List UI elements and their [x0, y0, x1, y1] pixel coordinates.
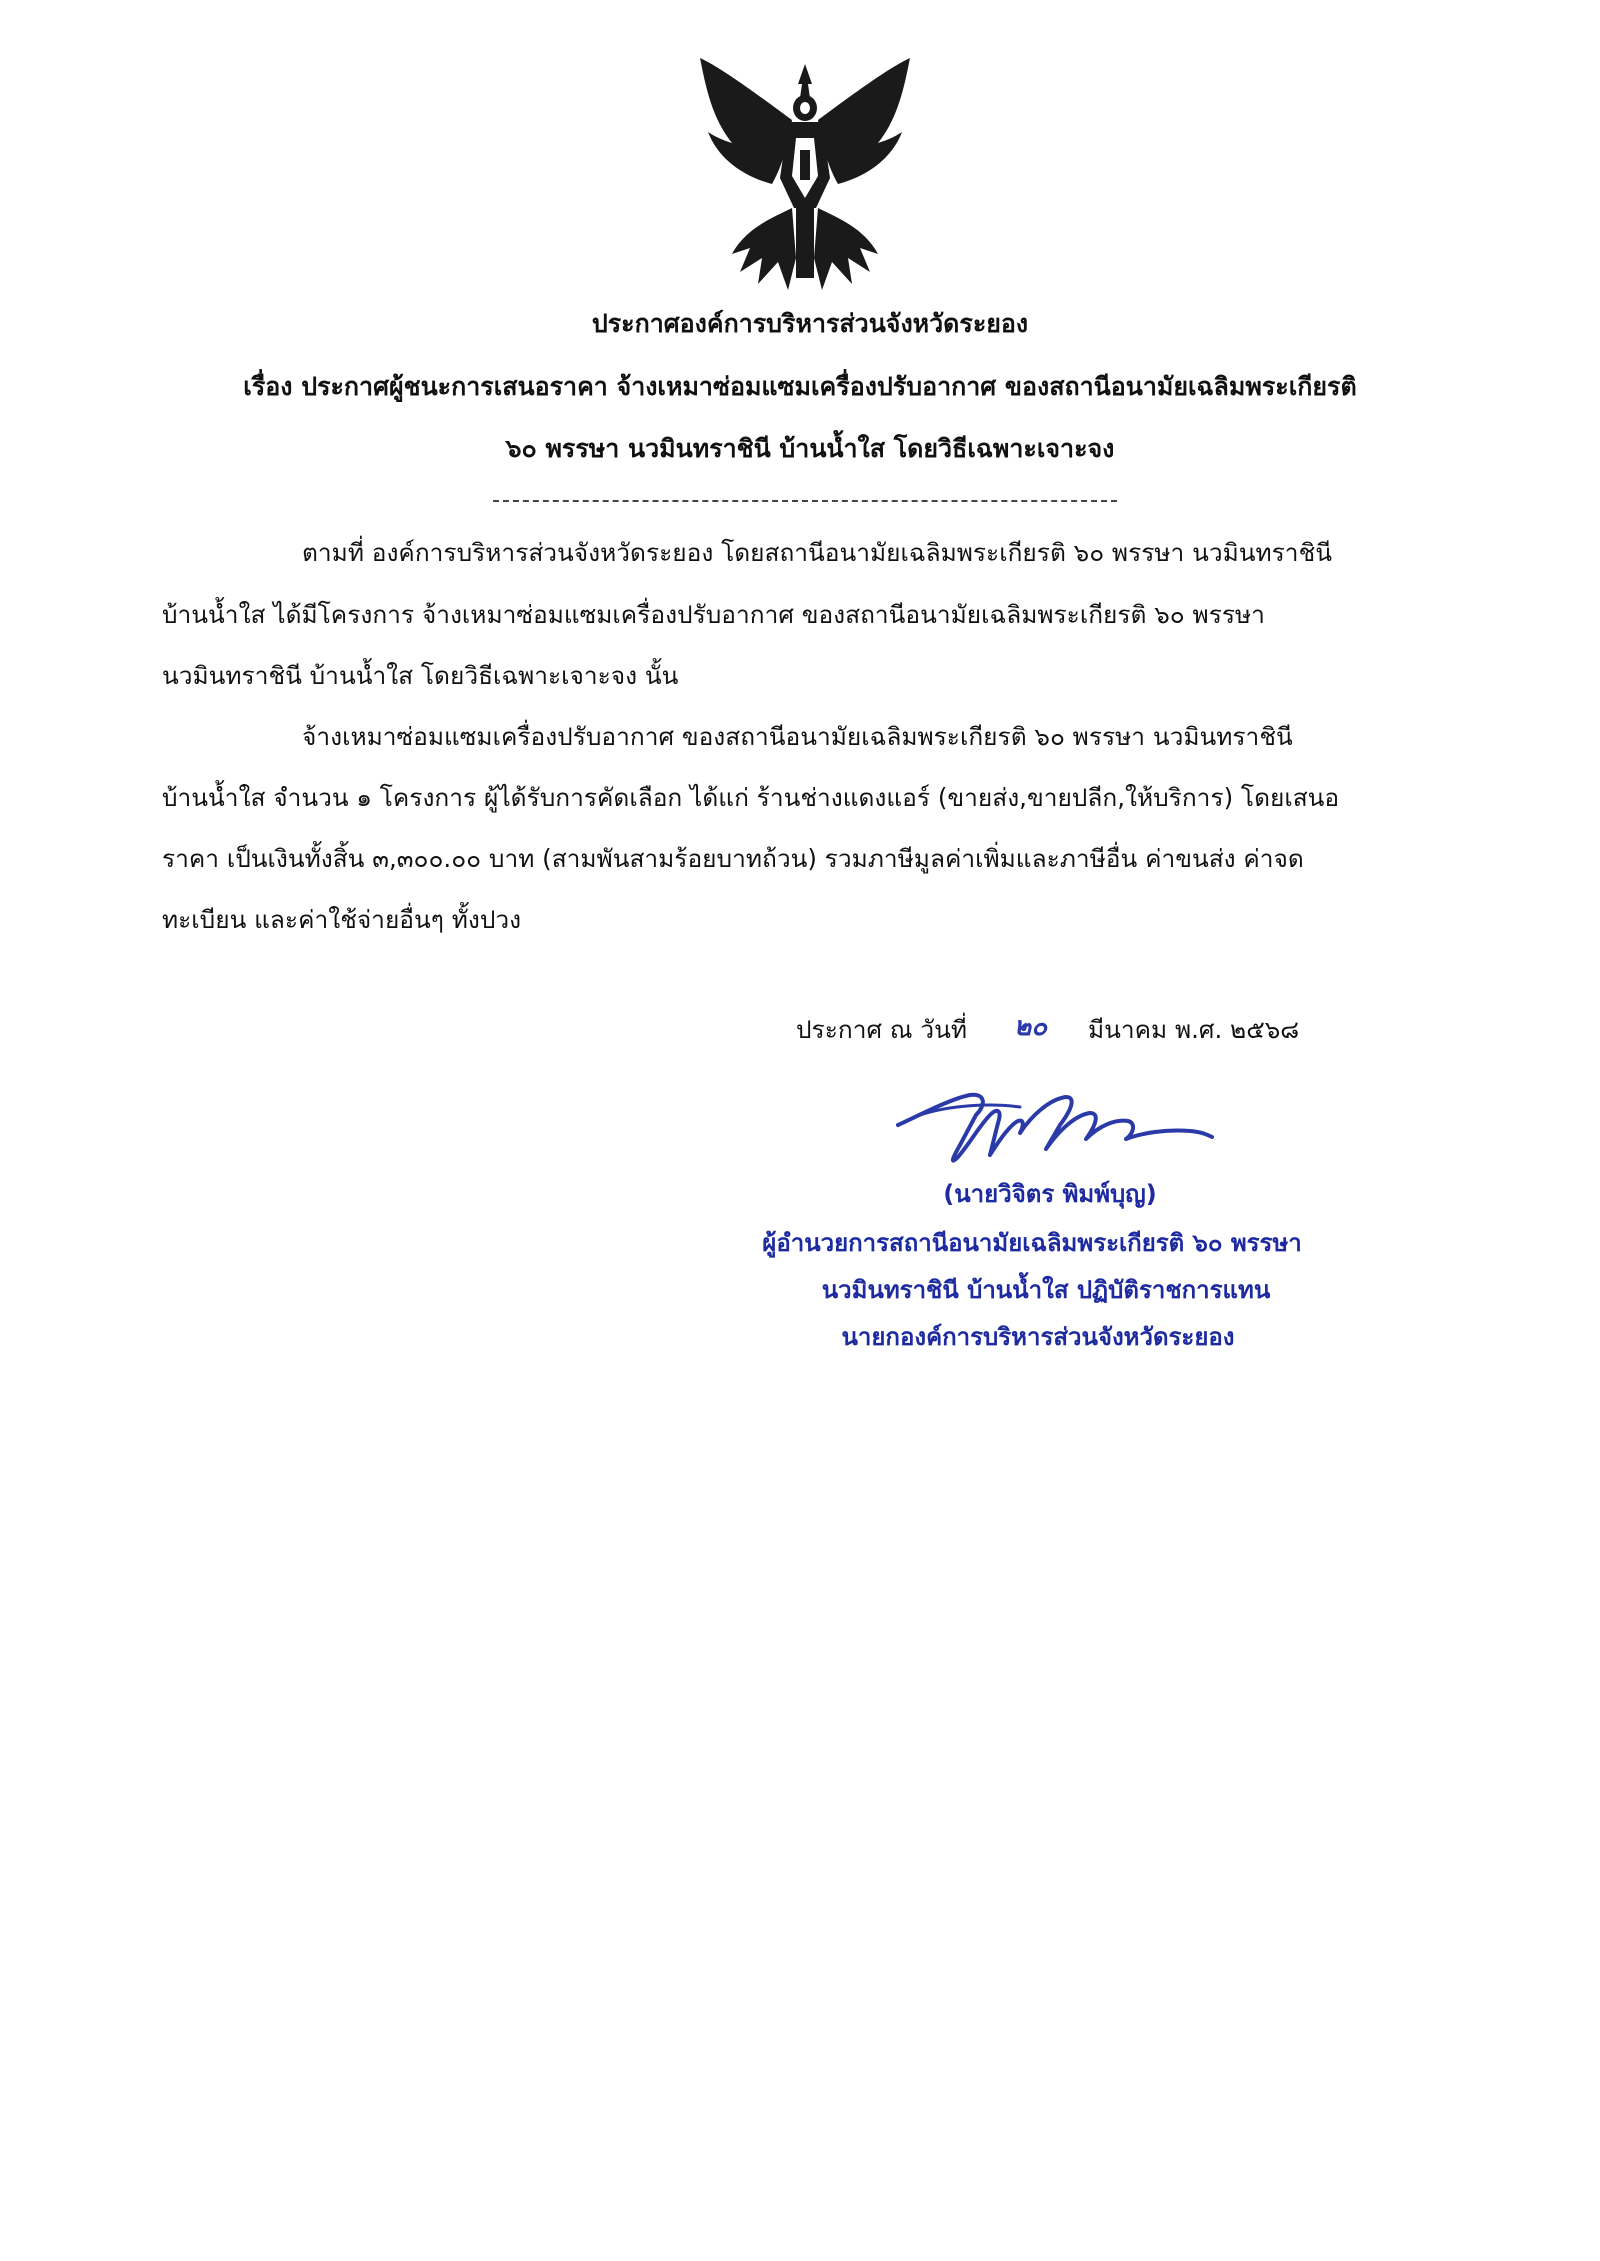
paragraph-2-line: บ้านน้ำใส จำนวน ๑ โครงการ ผู้ได้รับการคัดเลือก ได้แก่ ร้านช่างแดงแอร์ (ขายส่ง,ขายปลีก,ให้บริการ) โดยเสนอ [162, 783, 1340, 812]
signatory-position: นายกองค์การบริหารส่วนจังหวัดระยอง [841, 1323, 1235, 1351]
signatory-name: (นายวิจิตร พิมพ์บุญ) [943, 1180, 1157, 1208]
paragraph-2-line: ทะเบียน และค่าใช้จ่ายอื่นๆ ทั้งปวง [162, 905, 522, 934]
signatory-position: ผู้อำนวยการสถานีอนามัยเฉลิมพระเกียรติ ๖๐ พรรษา [762, 1229, 1302, 1257]
paragraph-1-line: นวมินทราชินี บ้านน้ำใส โดยวิธีเฉพาะเจาะจง นั้น [162, 661, 679, 690]
announcement-title: ประกาศองค์การบริหารส่วนจังหวัดระยอง [591, 309, 1029, 338]
paragraph-1-line: ตามที่ องค์การบริหารส่วนจังหวัดระยอง โดยสถานีอนามัยเฉลิมพระเกียรติ ๖๐ พรรษา นวมินทราชินี [302, 538, 1332, 567]
garuda-emblem-icon [692, 58, 918, 298]
date-day: ๒๐ [1014, 1012, 1048, 1042]
signatory-position: นวมินทราชินี บ้านน้ำใส ปฏิบัติราชการแทน [821, 1276, 1271, 1304]
paragraph-2-line: จ้างเหมาซ่อมแซมเครื่องปรับอากาศ ของสถานีอนามัยเฉลิมพระเกียรติ ๖๐ พรรษา นวมินทราชินี [302, 722, 1293, 751]
handwritten-signature-icon [890, 1085, 1220, 1175]
dashed-divider [493, 500, 1117, 502]
paragraph-1-line: บ้านน้ำใส ได้มีโครงการ จ้างเหมาซ่อมแซมเครื่องปรับอากาศ ของสถานีอนามัยเฉลิมพระเกียรติ ๖๐ พรรษา [162, 600, 1265, 629]
date-label: ประกาศ ณ วันที่ [796, 1015, 967, 1044]
announcement-subject: เรื่อง ประกาศผู้ชนะการเสนอราคา จ้างเหมาซ่อมแซมเครื่องปรับอากาศ ของสถานีอนามัยเฉลิมพระเกียรติ [243, 372, 1357, 401]
date-month-year: มีนาคม พ.ศ. ๒๕๖๘ [1088, 1015, 1300, 1044]
paragraph-2-line: ราคา เป็นเงินทั้งสิ้น ๓,๓๐๐.๐๐ บาท (สามพันสามร้อยบาทถ้วน) รวมภาษีมูลค่าเพิ่มและภาษีอื่น ค่าขนส่ง ค่าจด [162, 844, 1304, 873]
announcement-subject-continued: ๖๐ พรรษา นวมินทราชินี บ้านน้ำใส โดยวิธีเฉพาะเจาะจง [505, 434, 1115, 463]
